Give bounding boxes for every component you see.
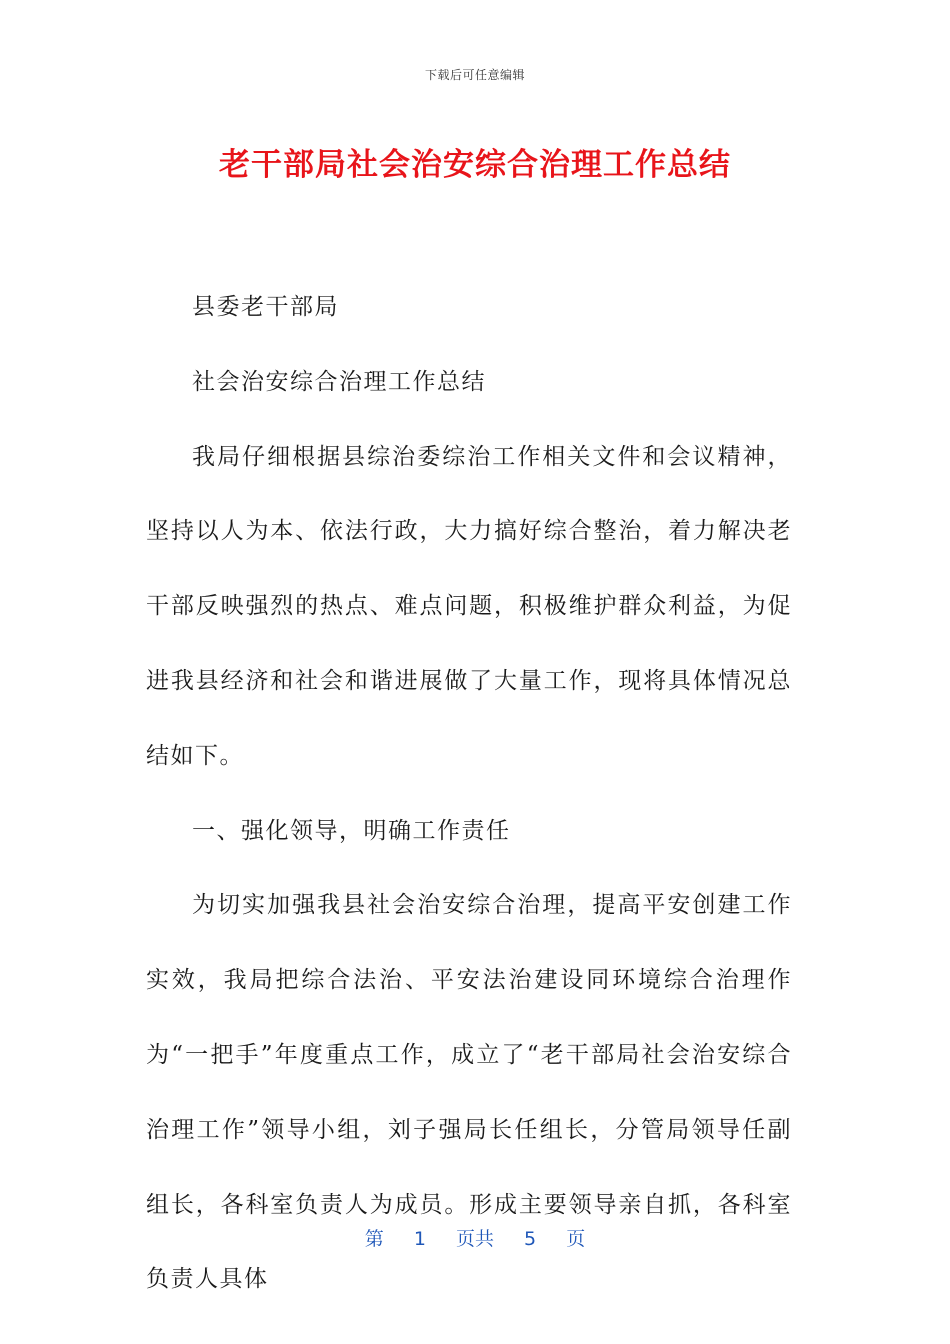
document-title: 老干部局社会治安综合治理工作总结 — [219, 147, 731, 183]
document-body — [146, 270, 792, 1317]
footer-total-pages: 5 — [524, 1228, 537, 1250]
section-heading-1: 一、强化领导，明确工作责任 — [192, 817, 511, 844]
paragraph-intro: 我局仔细根据县综治委综治工作相关文件和会议精神，坚持以人为本、依法行政，大力搞好综合整治，着力解决老干部反映强烈的热点、难点问题，积极维护群众利益，为促进我县经济和社会和谐进展做了大量工作，现将具体情况总结如下。 — [146, 443, 792, 769]
footer-page-suffix: 页 — [566, 1228, 586, 1250]
paragraph-subtitle: 社会治安综合治理工作总结 — [192, 368, 486, 395]
paragraph-organization: 县委老干部局 — [192, 294, 339, 320]
header-note: 下载后可任意编辑 — [424, 68, 525, 82]
page-footer — [0, 1224, 950, 1251]
footer-page-prefix: 第 — [364, 1228, 384, 1250]
footer-page-mid: 页共 — [455, 1228, 494, 1250]
footer-current-page: 1 — [413, 1228, 426, 1250]
paragraph-section-1: 为切实加强我县社会治安综合治理，提高平安创建工作实效，我局把综合法治、平安法治建设同环境综合治理作为“一把手”年度重点工作，成立了“老干部局社会治安综合治理工作”领导小组，刘子强局长任组长，分管局领导任副组长，各科室负责人为成员。形成主要领导亲自抓，各科室负责人具体 — [146, 892, 792, 1293]
